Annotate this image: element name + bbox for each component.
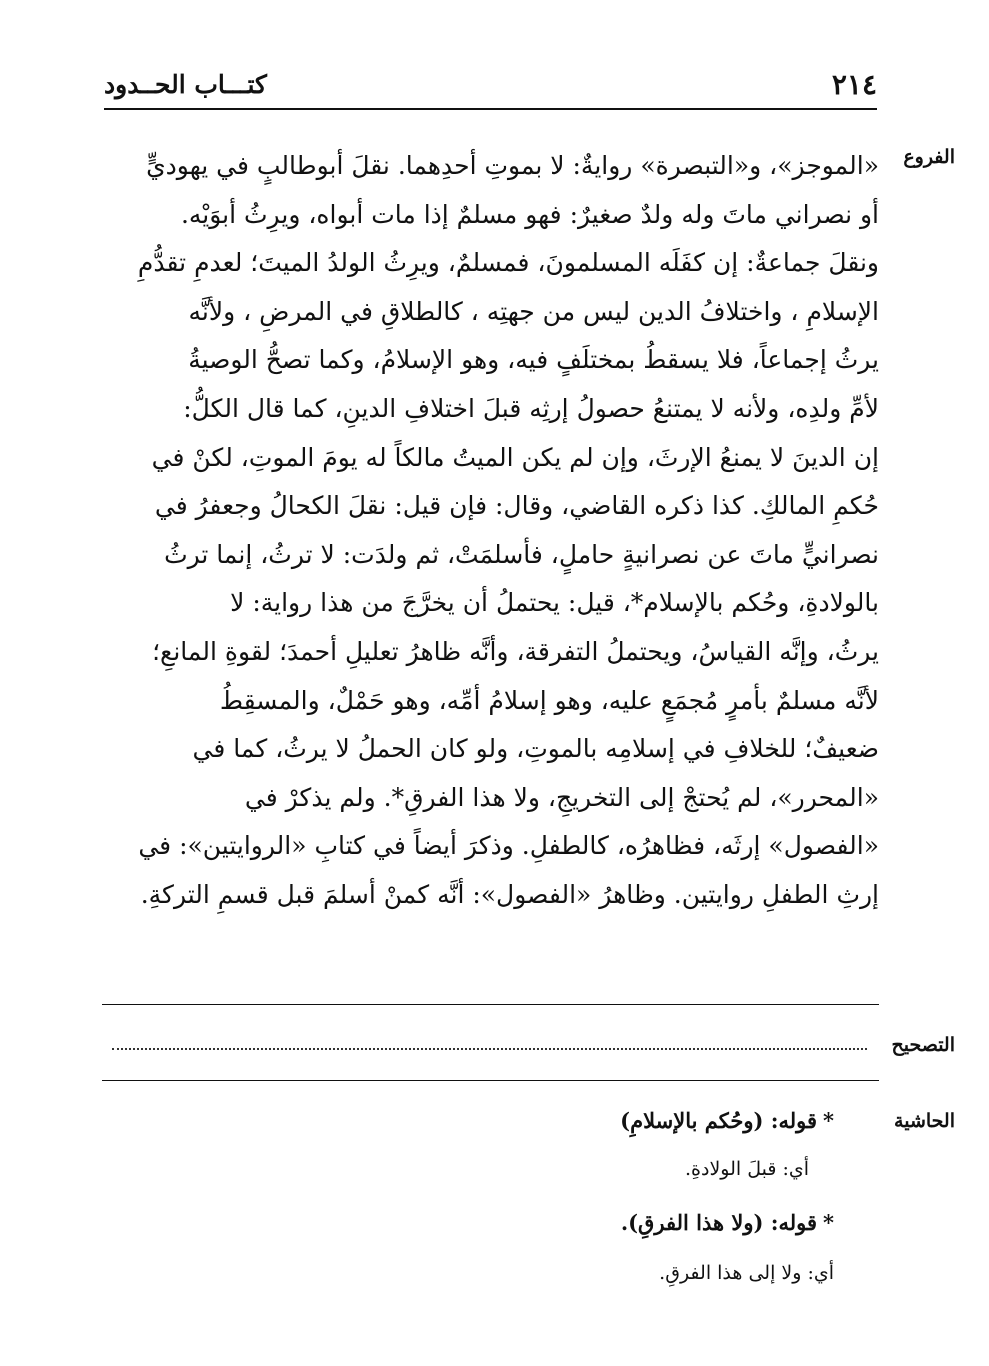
- tashih-dotted-line: [112, 1048, 867, 1050]
- text-line: «المحرر»، لم يُحتجْ إلى التخريجِ، ولا هذا الفرقِ*. ولم يذكرْ في: [244, 782, 879, 812]
- text-line: أو نصراني ماتَ وله ولدٌ صغيرٌ: فهو مسلمٌ إذا مات أبواه، ويرِثُ أبوَيْه.: [180, 199, 879, 229]
- main-text: [102, 142, 879, 920]
- section-divider-top: [102, 1004, 879, 1005]
- text-line: يرثُ إجماعاً، فلا يسقطُ بمختلَفٍ فيه، وهو الإسلامُ، وكما تصحُّ الوصيةُ: [188, 345, 879, 375]
- text-line: ضعيفٌ؛ للخلافِ في إسلامِه بالموتِ، ولو كان الحملُ لا يرثُ، كما في: [192, 734, 879, 764]
- text-line: يرثُ، وإنَّه القياسُ، ويحتملُ التفرقة، وأنَّه ظاهرُ تعليلِ أحمدَ؛ لقوةِ المانعِ؛: [152, 636, 879, 666]
- footnote-2-head: [102, 1210, 834, 1235]
- footnote-2-body: [102, 1262, 834, 1284]
- footnote-text: أي: قبلَ الولادةِ.: [684, 1158, 809, 1180]
- label-tashih: التصحيح: [891, 1034, 955, 1056]
- footnote-1-head: [102, 1108, 834, 1133]
- text-line: نصرانيٍّ ماتَ عن نصرانيةٍ حاملٍ، فأسلمَتْ، ثم ولدَت: لا ترثُ، إنما ترثُ: [164, 539, 879, 569]
- text-line: إرثِ الطفلِ روايتين. وظاهرُ «الفصول»: أنَّه كمنْ أسلمَ قبل قسمِ التركةِ.: [140, 879, 879, 909]
- section-divider-bottom: [102, 1080, 879, 1081]
- footnote-text: أي: ولا إلى هذا الفرقِ.: [659, 1262, 834, 1284]
- text-line: الإسلامِ ، واختلافُ الدين ليس من جهتِه ، كالطلاقِ في المرضِ ، ولأنَّه: [188, 296, 879, 326]
- footnote-heading: قوله: (ولا هذا الفرقِ).: [620, 1210, 818, 1235]
- page-header: [104, 64, 877, 110]
- text-line: حُكمِ المالكِ. كذا ذكره القاضي، وقال: فإن قيل: نقلَ الكحالُ وجعفرُ في: [154, 491, 879, 521]
- running-title: كتـــاب الحــدود: [104, 70, 267, 99]
- footnote-marker: *: [823, 1108, 834, 1133]
- text-line: «الموجز»، و«التبصرة» روايةٌ: لا بموتِ أحدِهما. نقلَ أبوطالبٍ في يهوديٍّ: [146, 151, 879, 180]
- text-line: لأنَّه مسلمٌ بأمرٍ مُجمَعٍ عليه، وهو إسلامُ أمِّه، وهو حَمْلٌ، والمسقِطُ: [219, 685, 879, 715]
- label-hashiya: الحاشية: [894, 1110, 955, 1132]
- text-line: ونقلَ جماعةٌ: إن كفَلَه المسلمونَ، فمسلمٌ، ويرِثُ الولدُ الميتَ؛ لعدمِ تقدُّمِ: [137, 248, 879, 278]
- footnote-marker: *: [823, 1210, 834, 1235]
- text-line: لأمِّ ولدِه، ولأنه لا يمتنعُ حصولُ إرثِه قبلَ اختلافِ الدينِ، كما قال الكلُّ:: [183, 393, 879, 423]
- text-line: إن الدينَ لا يمنعُ الإرثَ، وإن لم يكن الميتُ مالكاً له يومَ الموتِ، لكنْ في: [151, 442, 879, 472]
- text-line: بالولادةِ، وحُكم بالإسلام*، قيل: يحتملُ أن يخرَّجَ من هذا رواية: لا: [230, 588, 879, 618]
- label-furu: الفروع: [903, 146, 955, 168]
- footnote-heading: قوله: (وحُكم بالإسلامِ): [620, 1108, 818, 1133]
- page-number: ٢١٤: [831, 68, 877, 101]
- footnote-1-body: [102, 1158, 809, 1180]
- text-line: «الفصول» إرثَه، فظاهرُه، كالطفلِ. وذكرَ أيضاً في كتابِ «الروايتين»: في: [138, 831, 879, 861]
